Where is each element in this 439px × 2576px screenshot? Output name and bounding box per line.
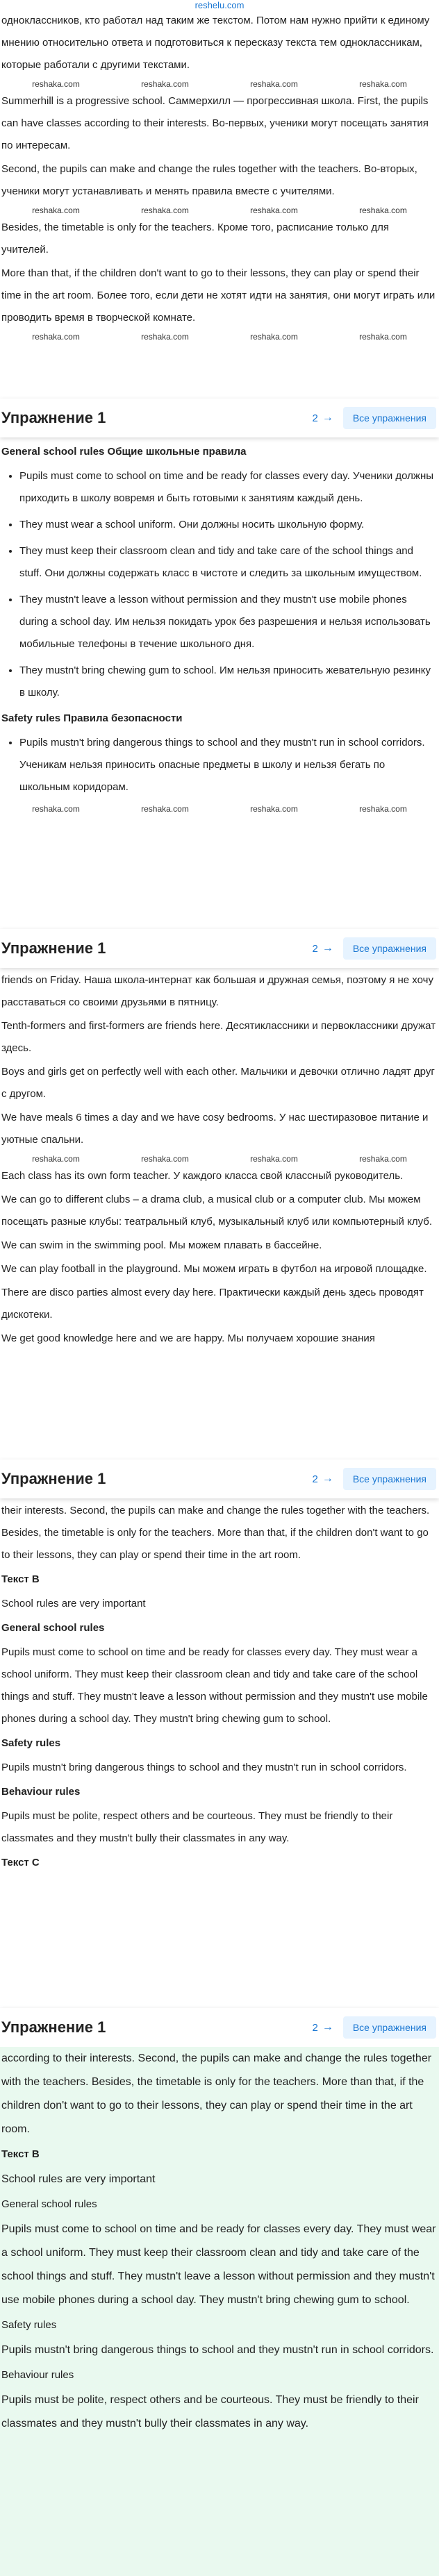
exercise-header: [0, 929, 439, 968]
paragraph: We can go to different clubs – a drama club, a musical club or a computer club. Мы можем посещать разные клубы: театральный клуб, музыкальный клуб или компьютерный клуб.: [1, 1194, 433, 1228]
paragraph: Pupils must come to school on time and be ready for classes every day. They must wear a school uniform. They must keep their classroom clean and tidy and take care of the school things and stuff. They mustn't leave a lesson without permission and they mustn't use mobile phones during a school day. They mustn't bring chewing gum to school.: [1, 1646, 428, 1725]
subtitle: School rules are very important: [1, 1598, 146, 1609]
arrow-icon[interactable]: →: [322, 412, 333, 424]
paragraph: Pupils must come to school on time and be ready for classes every day. They must wear a school uniform. They must keep their classroom clean and tidy and take care of the school things and stuff. They mustn't leave a lesson without permission and they mustn't use mobile phones during a school day. They mustn't bring chewing gum to school.: [1, 2223, 436, 2306]
paragraph: Pupils must be polite, respect others and be courteous. They must be friendly to their classmates and they mustn't bully their classmates in any way.: [1, 2394, 419, 2429]
exercise-count[interactable]: 2: [312, 2021, 318, 2034]
section-1: [0, 10, 439, 399]
exercise-title: Упражнение 1: [1, 939, 106, 957]
section-5: [0, 2047, 439, 2576]
exercise-header: [0, 2008, 439, 2047]
site-logo[interactable]: reshelu.com: [194, 0, 245, 10]
all-exercises-button[interactable]: Все упражнения: [343, 937, 436, 960]
arrow-icon[interactable]: →: [322, 942, 333, 954]
section-heading: General school rules: [1, 1622, 105, 1634]
paragraph: friends on Friday. Наша школа-интернат как большая и дружная семья, поэтому я не хочу расставаться со своими друзьями в пятницу.: [1, 974, 433, 1008]
paragraph: There are disco parties almost every day here. Практически каждый день здесь проводят дискотеки.: [1, 1287, 424, 1321]
text-label: Текст В: [1, 1573, 40, 1585]
section-heading: Behaviour rules: [1, 2369, 74, 2381]
section-3: [0, 969, 439, 1460]
paragraph: Second, the pupils can make and change the rules together with the teachers. Во-вторых, ученики могут устанавливать и менять правила вместе с учителями.: [1, 163, 417, 197]
watermark-row: reshaka.com reshaka.com reshaka.com reshaka.com: [32, 332, 407, 342]
paragraph: Pupils mustn't bring dangerous things to school and they mustn't run in school corridors.: [1, 2344, 434, 2356]
paragraph: Tenth-formers and first-formers are friends here. Десятиклассники и первоклассники дружат здесь.: [1, 1020, 436, 1054]
section-4: [0, 1500, 439, 2008]
all-exercises-button[interactable]: Все упражнения: [343, 2016, 436, 2039]
watermark-row: reshaka.com reshaka.com reshaka.com reshaka.com: [32, 206, 407, 215]
paragraph: одноклассников, кто работал над таким же текстом. Потом нам нужно прийти к единому мнению относительно ответа и подготовиться к пересказу текста тем одноклассникам, которые работали с другими текстами.: [1, 15, 430, 71]
paragraph: We can swim in the swimming pool. Мы можем плавать в бассейне.: [1, 1239, 322, 1251]
all-exercises-button[interactable]: Все упражнения: [343, 1468, 436, 1490]
section-heading: General school rules: [1, 2198, 97, 2210]
list-item: • Pupils must come to school on time and be ready for classes every day. Ученики должны приходить в школу вовремя и быть готовыми к занятиям каждый день.: [19, 465, 438, 510]
watermark-row: reshaka.com reshaka.com reshaka.com reshaka.com: [32, 804, 407, 814]
paragraph: their interests. Second, the pupils can make and change the rules together with the teachers. Besides, the timetable is only for the teachers. More than that, if the children don't want to go to their lessons, they can play or spend their time in the art room.: [1, 1505, 430, 1561]
all-exercises-button[interactable]: Все упражнения: [343, 407, 436, 429]
arrow-icon[interactable]: →: [322, 1473, 333, 1484]
paragraph: according to their interests. Second, the pupils can make and change the rules together with the teachers. Besides, the timetable is only for the teachers. More than that, if the children don't want to go to their lessons, they can play or spend their time in the art room.: [1, 2052, 432, 2135]
section-heading: Safety rules Правила безопасности: [1, 712, 183, 724]
exercise-title: Упражнение 1: [1, 409, 106, 426]
text-label: Текст С: [1, 1857, 40, 1868]
list-item: • They mustn't leave a lesson without permission and they mustn't use mobile phones during a school day. Им нельзя покидать урок без разрешения и нельзя использовать мобильные телефоны в течение школьного дня.: [19, 589, 438, 655]
exercise-count[interactable]: 2: [312, 942, 318, 955]
section-heading: General school rules Общие школьные правила: [1, 446, 247, 458]
list-item: • They must keep their classroom clean and tidy and take care of the school things and stuff. Они должны содержать класс в чистоте и следить за школьным имуществом.: [19, 540, 438, 585]
watermark-row: reshaka.com reshaka.com reshaka.com reshaka.com: [32, 1154, 407, 1164]
paragraph: We can play football in the playground. Мы можем играть в футбол на игровой площадке.: [1, 1263, 427, 1275]
list-item: • They must wear a school uniform. Они должны носить школьную форму.: [19, 514, 438, 536]
text-label: Текст В: [1, 2148, 40, 2160]
exercise-count[interactable]: 2: [312, 1473, 318, 1485]
paragraph: Pupils mustn't bring dangerous things to school and they mustn't run in school corridors.: [1, 1762, 407, 1773]
section-heading: Behaviour rules: [1, 1786, 81, 1798]
paragraph: Each class has its own form teacher. У каждого класса свой классный руководитель.: [1, 1170, 404, 1182]
arrow-icon[interactable]: →: [322, 2021, 333, 2033]
watermark-row: reshaka.com reshaka.com reshaka.com reshaka.com: [32, 79, 407, 89]
subtitle: School rules are very important: [1, 2173, 156, 2185]
section-heading: Safety rules: [1, 2319, 57, 2331]
exercise-title: Упражнение 1: [1, 2018, 106, 2036]
paragraph: Boys and girls get on perfectly well with each other. Мальчики и девочки отлично ладят друг с другом.: [1, 1066, 435, 1100]
paragraph: Summerhill is a progressive school. Саммерхилл — прогрессивная школа. First, the pupils can have classes according to their interests. Во-первых, ученики могут посещать занятия по интересам.: [1, 95, 429, 151]
list-item: • Pupils mustn't bring dangerous things to school and they mustn't run in school corridors. Ученикам нельзя приносить опасные предметы в школу и нельзя бегать по школьным коридорам.: [19, 732, 438, 798]
paragraph: We have meals 6 times a day and we have cosy bedrooms. У нас шестиразовое питание и уютные спальни.: [1, 1112, 429, 1146]
section-2: [0, 439, 439, 929]
exercise-header: [0, 1460, 439, 1498]
exercise-title: Упражнение 1: [1, 1470, 106, 1487]
paragraph: We get good knowledge here and we are happy. Мы получаем хорошие знания: [1, 1332, 375, 1344]
paragraph: Besides, the timetable is only for the teachers. Кроме того, расписание только для учителей.: [1, 221, 389, 256]
section-heading: Safety rules: [1, 1737, 61, 1749]
exercise-count[interactable]: 2: [312, 412, 318, 424]
paragraph: Pupils must be polite, respect others and be courteous. They must be friendly to their classmates and they mustn't bully their classmates in any way.: [1, 1810, 393, 1844]
paragraph: More than that, if the children don't want to go to their lessons, they can play or spend their time in the art room. Более того, если дети не хотят идти на занятия, они могут играть или проводить время в творческой комнате.: [1, 267, 436, 324]
list-item: • They mustn't bring chewing gum to school. Им нельзя приносить жевательную резинку в школу.: [19, 660, 438, 704]
exercise-header: [0, 399, 439, 437]
